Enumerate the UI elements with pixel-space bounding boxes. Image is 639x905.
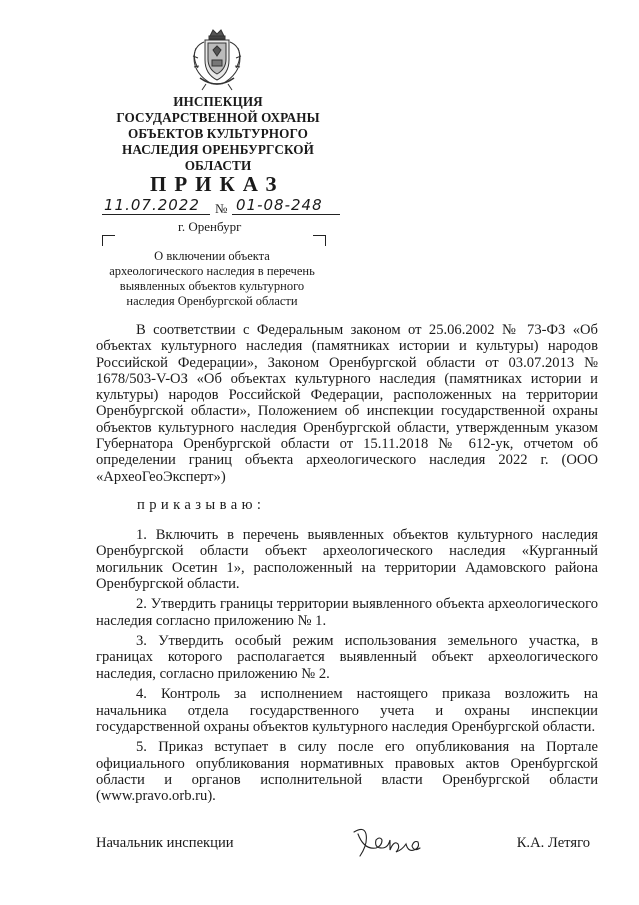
- order-word: приказываю:: [137, 497, 266, 513]
- order-item: 1. Включить в перечень выявленных объектов культурного наследия Оренбургской области объект археологического наследия «Курганный могильник Осетин 1», расположенный на территории Адамовского района Оренбургской области.: [96, 527, 598, 592]
- number-underline: [232, 214, 340, 215]
- signatory-position: Начальник инспекции: [96, 835, 234, 851]
- signatory-name: К.А. Летяго: [516, 835, 590, 851]
- order-item: 2. Утвердить границы территории выявленного объекта археологического наследия согласно приложению № 1.: [96, 596, 598, 629]
- order-items-list: [96, 527, 598, 809]
- organization-name: [100, 94, 336, 174]
- coat-of-arms-icon: [190, 28, 244, 92]
- handwritten-date: 11.07.2022: [104, 196, 200, 214]
- date-underline: [102, 214, 210, 215]
- date-number-line: [98, 196, 348, 220]
- org-line: ИНСПЕКЦИЯ: [173, 94, 263, 109]
- city: г. Оренбург: [178, 219, 242, 234]
- order-item: 4. Контроль за исполнением настоящего приказа возложить на начальника отдела государственного учета и охраны инспекции государственной охраны объектов культурного наследия Оренбургской области.: [96, 686, 598, 735]
- subject-line: выявленных объектов культурного: [119, 279, 305, 293]
- subject-line: О включении объекта: [154, 249, 270, 263]
- document-type-title: ПРИКАЗ: [150, 172, 285, 196]
- org-line: НАСЛЕДИЯ ОРЕНБУРГСКОЙ: [121, 142, 315, 157]
- number-sign: №: [215, 201, 228, 216]
- preamble-paragraph: В соответствии с Федеральным законом от 25.06.2002 № 73-ФЗ «Об объектах культурного наследия (памятниках истории и культуры) народов Российской Федерации», Законом Оренбургской области от 03.07.2013 № 1678/503-V-ОЗ «Об объектах культурного наследия (памятниках истории и культуры) народов Российской Федерации, расположенных на территории Оренбургской области», Положением об инспекции государственной охраны объектов культурного наследия Оренбургской области, утвержденным указом Губернатора Оренбургской области от 15.11.2018 № 612-ук, отчетом об определении границ объекта археологического наследия 2022 г. (ООО «АрхеоГеоЭксперт»): [96, 322, 598, 485]
- handwritten-signature: [348, 826, 422, 858]
- org-line: ГОСУДАРСТВЕННОЙ ОХРАНЫ: [116, 110, 320, 125]
- org-line: ОБЪЕКТОВ КУЛЬТУРНОГО: [127, 126, 309, 141]
- order-item: 5. Приказ вступает в силу после его опубликования на Портале официального опубликования нормативных правовых актов Оренбургской области и органов исполнительной власти Оренбургской области (www.pravo.orb.ru).: [96, 739, 598, 805]
- subject-line: археологического наследия в перечень: [109, 264, 315, 278]
- document-subject: [100, 249, 324, 309]
- order-item: 3. Утвердить особый режим использования земельного участка, в границах которого располагается выявленный объект археологического наследия, согласно приложению № 2.: [96, 633, 598, 682]
- handwritten-number: 01-08-248: [236, 196, 323, 214]
- subject-bracket-right: [313, 235, 326, 246]
- subject-line: наследия Оренбургской области: [126, 294, 298, 308]
- org-line: ОБЛАСТИ: [184, 158, 252, 173]
- subject-bracket-left: [102, 235, 115, 246]
- signature-block: [96, 826, 598, 866]
